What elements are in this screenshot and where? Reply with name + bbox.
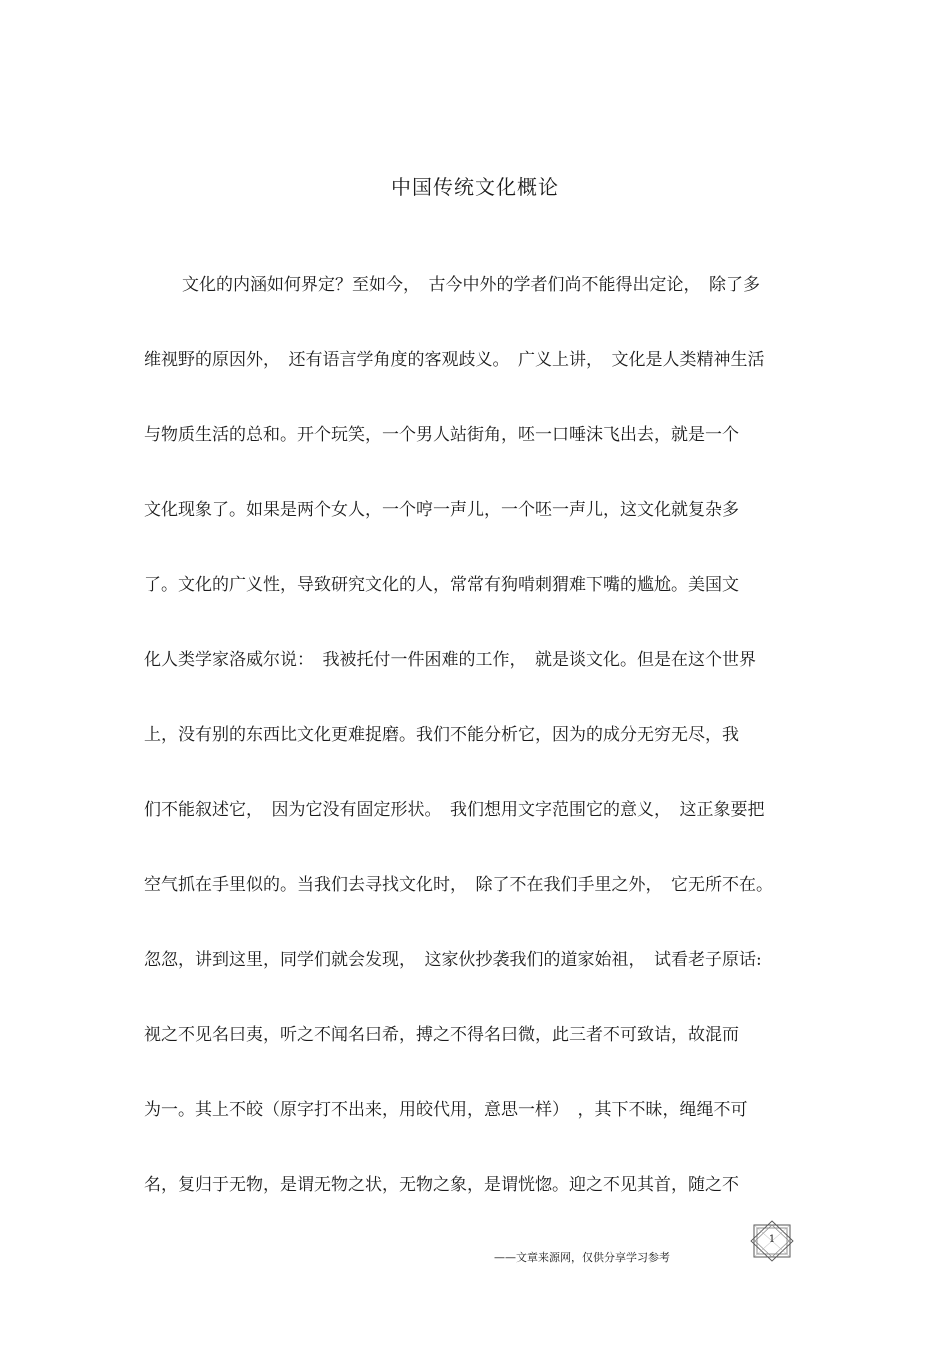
text-line: 文化的内涵如何界定？至如今， 古今中外的学者们尚不能得出定论， 除了多 xyxy=(182,275,760,295)
text-line: 化人类学家洛威尔说： 我被托付一件困难的工作， 就是谈文化。但是在这个世界 xyxy=(144,650,756,670)
text-line: 上，没有别的东西比文化更难捉磨。我们不能分析它，因为的成分无穷无尽，我 xyxy=(144,725,739,745)
footer-note: ——文章来源网，仅供分享学习参考 xyxy=(494,1251,670,1264)
text-line: 视之不见名曰夷，听之不闻名曰希，搏之不得名曰微，此三者不可致诘，故混而 xyxy=(144,1025,739,1045)
document-title: 中国传统文化概论 xyxy=(391,175,559,199)
page-number-badge xyxy=(748,1220,796,1262)
text-line: 空气抓在手里似的。当我们去寻找文化时， 除了不在我们手里之外， 它无所不在。 xyxy=(144,875,773,895)
text-line: 维视野的原因外， 还有语言学角度的客观歧义。 广义上讲， 文化是人类精神生活 xyxy=(144,350,765,370)
text-line: 忽忽，讲到这里，同学们就会发现， 这家伙抄袭我们的道家始祖， 试看老子原话: xyxy=(144,950,762,970)
text-line: 与物质生活的总和。开个玩笑，一个男人站街角，呸一口唾沫飞出去，就是一个 xyxy=(144,425,739,445)
text-line: 为一。其上不皎（原字打不出来，用皎代用，意思一样） ，其下不昧，绳绳不可 xyxy=(144,1100,748,1120)
text-line: 名，复归于无物，是谓无物之状，无物之象，是谓恍惚。迎之不见其首，随之不 xyxy=(144,1175,739,1195)
page-number: 1 xyxy=(768,1234,776,1245)
text-line: 们不能叙述它， 因为它没有固定形状。 我们想用文字范围它的意义， 这正象要把 xyxy=(144,800,765,820)
text-line: 文化现象了。如果是两个女人，一个哼一声儿，一个呸一声儿，这文化就复杂多 xyxy=(144,500,739,520)
text-line: 了。文化的广义性，导致研究文化的人，常常有狗啃刺猬难下嘴的尴尬。美国文 xyxy=(144,575,739,595)
body-text xyxy=(144,268,808,1243)
